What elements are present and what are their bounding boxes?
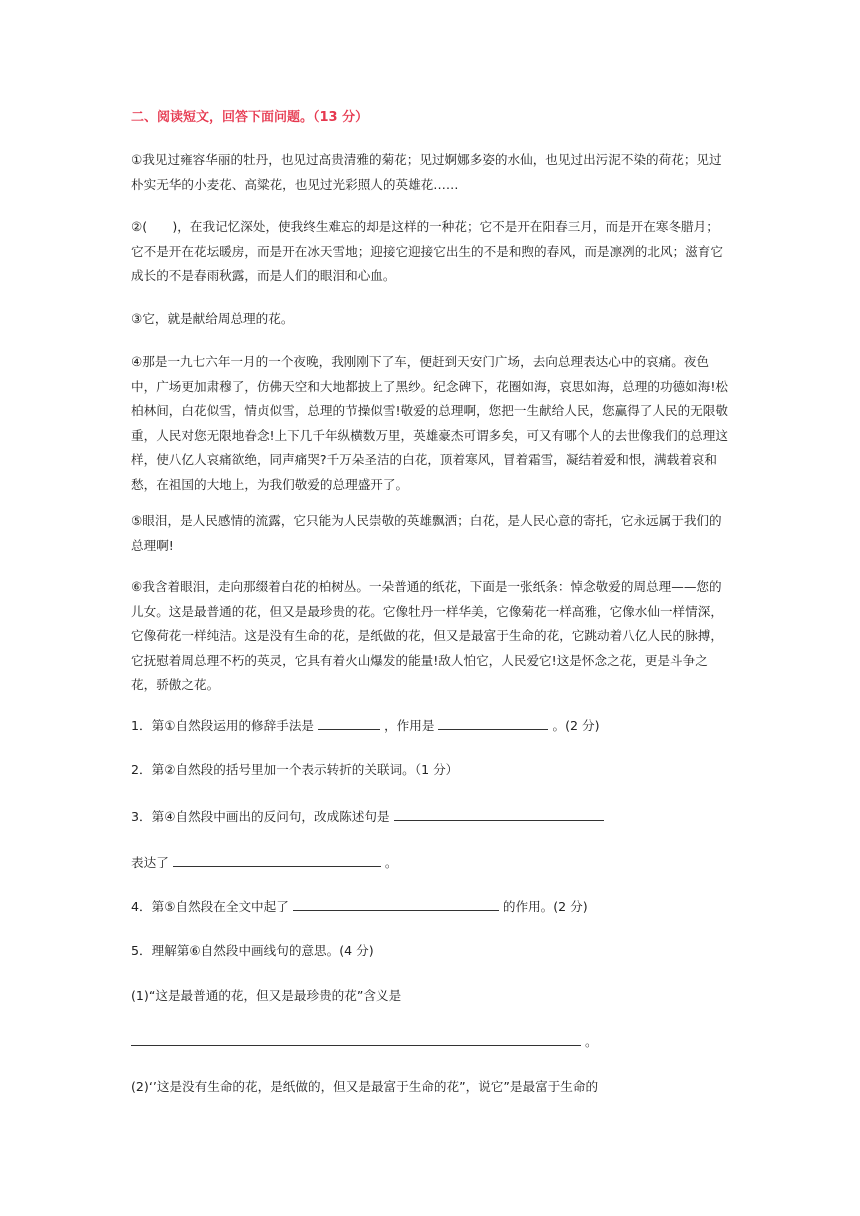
paragraph-5: ⑤眼泪，是人民感情的流露，它只能为人民崇敬的英雄飘洒；白花，是人民心意的寄托，它永远属于我们的总理啊! <box>131 513 722 553</box>
answer-blank-5-1[interactable] <box>131 1031 581 1046</box>
answer-blank-3b[interactable] <box>173 852 381 867</box>
question-2: 2．第②自然段的括号里加一个表示转折的关联词。（1 分） <box>131 762 459 777</box>
question-1-end: 。(2 分) <box>552 718 600 733</box>
question-3 <box>131 806 604 827</box>
question-3-prompt: 3．第④自然段中画出的反问句，改成陈述句是 <box>131 809 390 824</box>
question-4-end: 的作用。(2 分) <box>502 899 588 914</box>
question-1-mid: ，作用是 <box>384 718 435 733</box>
question-1 <box>131 715 600 736</box>
section-heading: 二、阅读短文，回答下面问题。（13 分） <box>131 110 369 125</box>
question-4-prompt: 4．第⑤自然段在全文中起了 <box>131 899 289 914</box>
question-1-prompt: 1．第①自然段运用的修辞手法是 <box>131 718 315 733</box>
paragraph-1: ①我见过雍容华丽的牡丹，也见过高贵清雅的菊花；见过婀娜多姿的水仙，也见过出污泥不染的荷花；见过朴实无华的小麦花、高粱花，也见过光彩照人的英雄花…… <box>131 152 722 192</box>
answer-blank-1b[interactable] <box>438 715 548 730</box>
question-3-continued <box>131 852 397 873</box>
question-5: 5．理解第⑥自然段中画线句的意思。(4 分) <box>131 943 374 958</box>
question-5-1: (1)“这是最普通的花，但又是最珍贵的花”含义是 <box>131 988 402 1003</box>
question-5-1-end: 。 <box>585 1034 598 1049</box>
answer-blank-4[interactable] <box>293 896 499 911</box>
question-5-2: (2)‘’这是没有生命的花，是纸做的，但又是最富于生命的花”，说它”是最富于生命的 <box>131 1079 599 1094</box>
answer-blank-3a[interactable] <box>394 806 604 821</box>
question-4 <box>131 896 588 917</box>
answer-blank-1a[interactable] <box>318 715 380 730</box>
paragraph-3: ③它，就是献给周总理的花。 <box>131 311 294 326</box>
paragraph-2: ②( )，在我记忆深处，使我终生难忘的却是这样的一种花；它不是开在阳春三月，而是开在寒冬腊月；它不是开在花坛暖房，而是开在冰天雪地；迎接它迎接它出生的不是和煦的春风，而是凛冽的北风；滋育它成长的不是春雨秋露，而是人们的眼泪和心血。 <box>131 219 723 283</box>
question-3-expresses: 表达了 <box>131 855 169 870</box>
question-3-end: 。 <box>384 855 398 870</box>
paragraph-6: ⑥我含着眼泪，走向那缀着白花的柏树丛。一朵普通的纸花，下面是一张纸条：悼念敬爱的周总理——您的儿女。这是最普通的花，但又是最珍贵的花。它像牡丹一样华美，它像菊花一样高雅，它像水仙一样情深，它像荷花一样纯洁。这是没有生命的花，是纸做的花，但又是最富于生命的花，它跳动着八亿人民的脉搏，它抚慰着周总理不朽的英灵，它具有着火山爆发的能量!敌人怕它，人民爱它!这是怀念之花，更是斗争之花，骄傲之花。 <box>131 579 723 692</box>
question-5-1-answer-line <box>131 1031 598 1052</box>
paragraph-4: ④那是一九七六年一月的一个夜晚，我刚刚下了车，便赶到天安门广场，去向总理表达心中的哀痛。夜色中，广场更加肃穆了，仿佛天空和大地都披上了黑纱。纪念碑下，花圈如海，哀思如海，总理的功德如海!松柏林间，白花似雪，情贞似雪，总理的节操似雪!敬爱的总理啊，您把一生献给人民，您赢得了人民的无限敬重，人民对您无限地眷念!上下几千年纵横数万里，英雄豪杰可谓多矣，可又有哪个人的去世像我们的总理这样，使八亿人哀痛欲绝，同声痛哭?千万朵圣洁的白花，顶着寒风，冒着霜雪，凝结着爱和恨，满载着哀和愁，在祖国的大地上，为我们敬爱的总理盛开了。 <box>131 354 728 492</box>
